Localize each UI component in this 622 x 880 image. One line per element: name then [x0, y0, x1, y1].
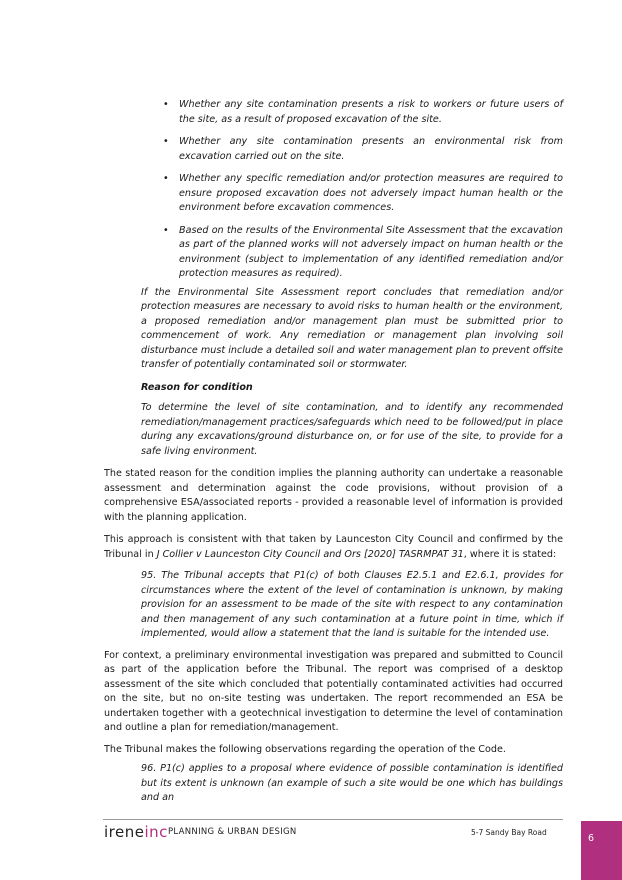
quote-paragraph-96: 96. P1(c) applies to a proposal where evidence of possible contamination is identified but its extent is unknown (an example of such a site would be one which has buildings and an: [141, 763, 563, 803]
observations-paragraph: The Tribunal makes the following observations regarding the operation of the Code.: [104, 743, 506, 755]
reason-heading: Reason for condition: [141, 381, 253, 393]
page-number: 6: [587, 833, 595, 844]
quote-paragraph-95: 95. The Tribunal accepts that P1(c) of both Clauses E2.5.1 and E2.6.1, provides for circumstances where the extent of the level of contamination is unknown, by making provision for an assessment to be made of the site with respect to any contamination and then management of any such contamination at a future point in time, which if implemented, would allow a statement that the land is suitable for the intended use.: [141, 570, 563, 639]
bullet-text: Whether any specific remediation and/or protection measures are required to ensure proposed excavation does not adversely impact human health or the environment before excavation commences.: [179, 173, 563, 213]
reason-paragraph: To determine the level of site contamination, and to identify any recommended remediation/management practices/safeguards which need to be followed/put in place during any excavations/ground disturbance on, or for use of the site, to provide for a safe living environment.: [141, 402, 563, 457]
list-item: [163, 172, 563, 216]
page-footer: [104, 823, 574, 843]
list-item: [163, 224, 563, 282]
list-item: [163, 98, 563, 127]
context-paragraph: For context, a preliminary environmental investigation was prepared and submitted to Council as part of the application before the Tribunal. The report was comprised of a desktop assessment of the site which concluded that potentially contaminated activities had occurred on the site, but no on-site testing was undertaken. The report recommended an ESA be undertaken together with a geotechnical investigation to determine the level of contamination and outline a plan for remediation/management.: [104, 649, 563, 733]
bullet-icon: •: [163, 224, 169, 236]
page-content: [104, 98, 563, 812]
approach-text-before: This approach is consistent with that taken by Launceston City Council and confirmed by the Tribunal in: [104, 534, 563, 560]
logo-irene: irene: [104, 823, 145, 841]
bullet-icon: •: [163, 99, 169, 110]
case-citation: J Collier v Launceston City Council and Ors [2020] TASRMPAT 31: [156, 548, 464, 560]
bullet-text: Whether any site contamination presents an environmental risk from excavation carried out on the site.: [179, 136, 563, 162]
approach-text-after: , where it is stated:: [463, 548, 557, 560]
list-item: [163, 135, 563, 164]
company-tagline: PLANNING & URBAN DESIGN: [168, 827, 297, 837]
bullet-icon: •: [163, 173, 169, 184]
criteria-bullet-list: [104, 98, 563, 282]
site-address: 5-7 Sandy Bay Road: [471, 828, 547, 837]
bullet-text: Whether any site contamination presents a risk to workers or future users of the site, as a result of proposed excavation of the site.: [179, 99, 563, 125]
footer-rule: [103, 819, 563, 820]
condition-paragraph: If the Environmental Site Assessment report concludes that remediation and/or protection measures are necessary to avoid risks to human health or the environment, a proposed remediation and/or management plan must be submitted prior to commencement of work. Any remediation or management plan involving soil disturbance must include a detailed soil and water management plan to prevent offsite transfer of potentially contaminated soil or stormwater.: [141, 286, 563, 370]
approach-paragraph: [104, 533, 563, 562]
page-number-tab: [581, 821, 622, 880]
company-logo: [104, 823, 168, 841]
stated-reason-paragraph: The stated reason for the condition implies the planning authority can undertake a reasonable assessment and determination against the code provisions, without provision of a comprehensive ESA/associated reports - provided a reasonable level of information is provided with the planning application.: [104, 468, 563, 523]
logo-inc: inc: [144, 823, 168, 841]
bullet-text: Based on the results of the Environmental Site Assessment that the excavation as part of the planned works will not adversely impact on human health or the environment (subject to implementation of any identified remediation and/or protection measures as required).: [179, 224, 563, 279]
bullet-icon: •: [163, 136, 169, 147]
